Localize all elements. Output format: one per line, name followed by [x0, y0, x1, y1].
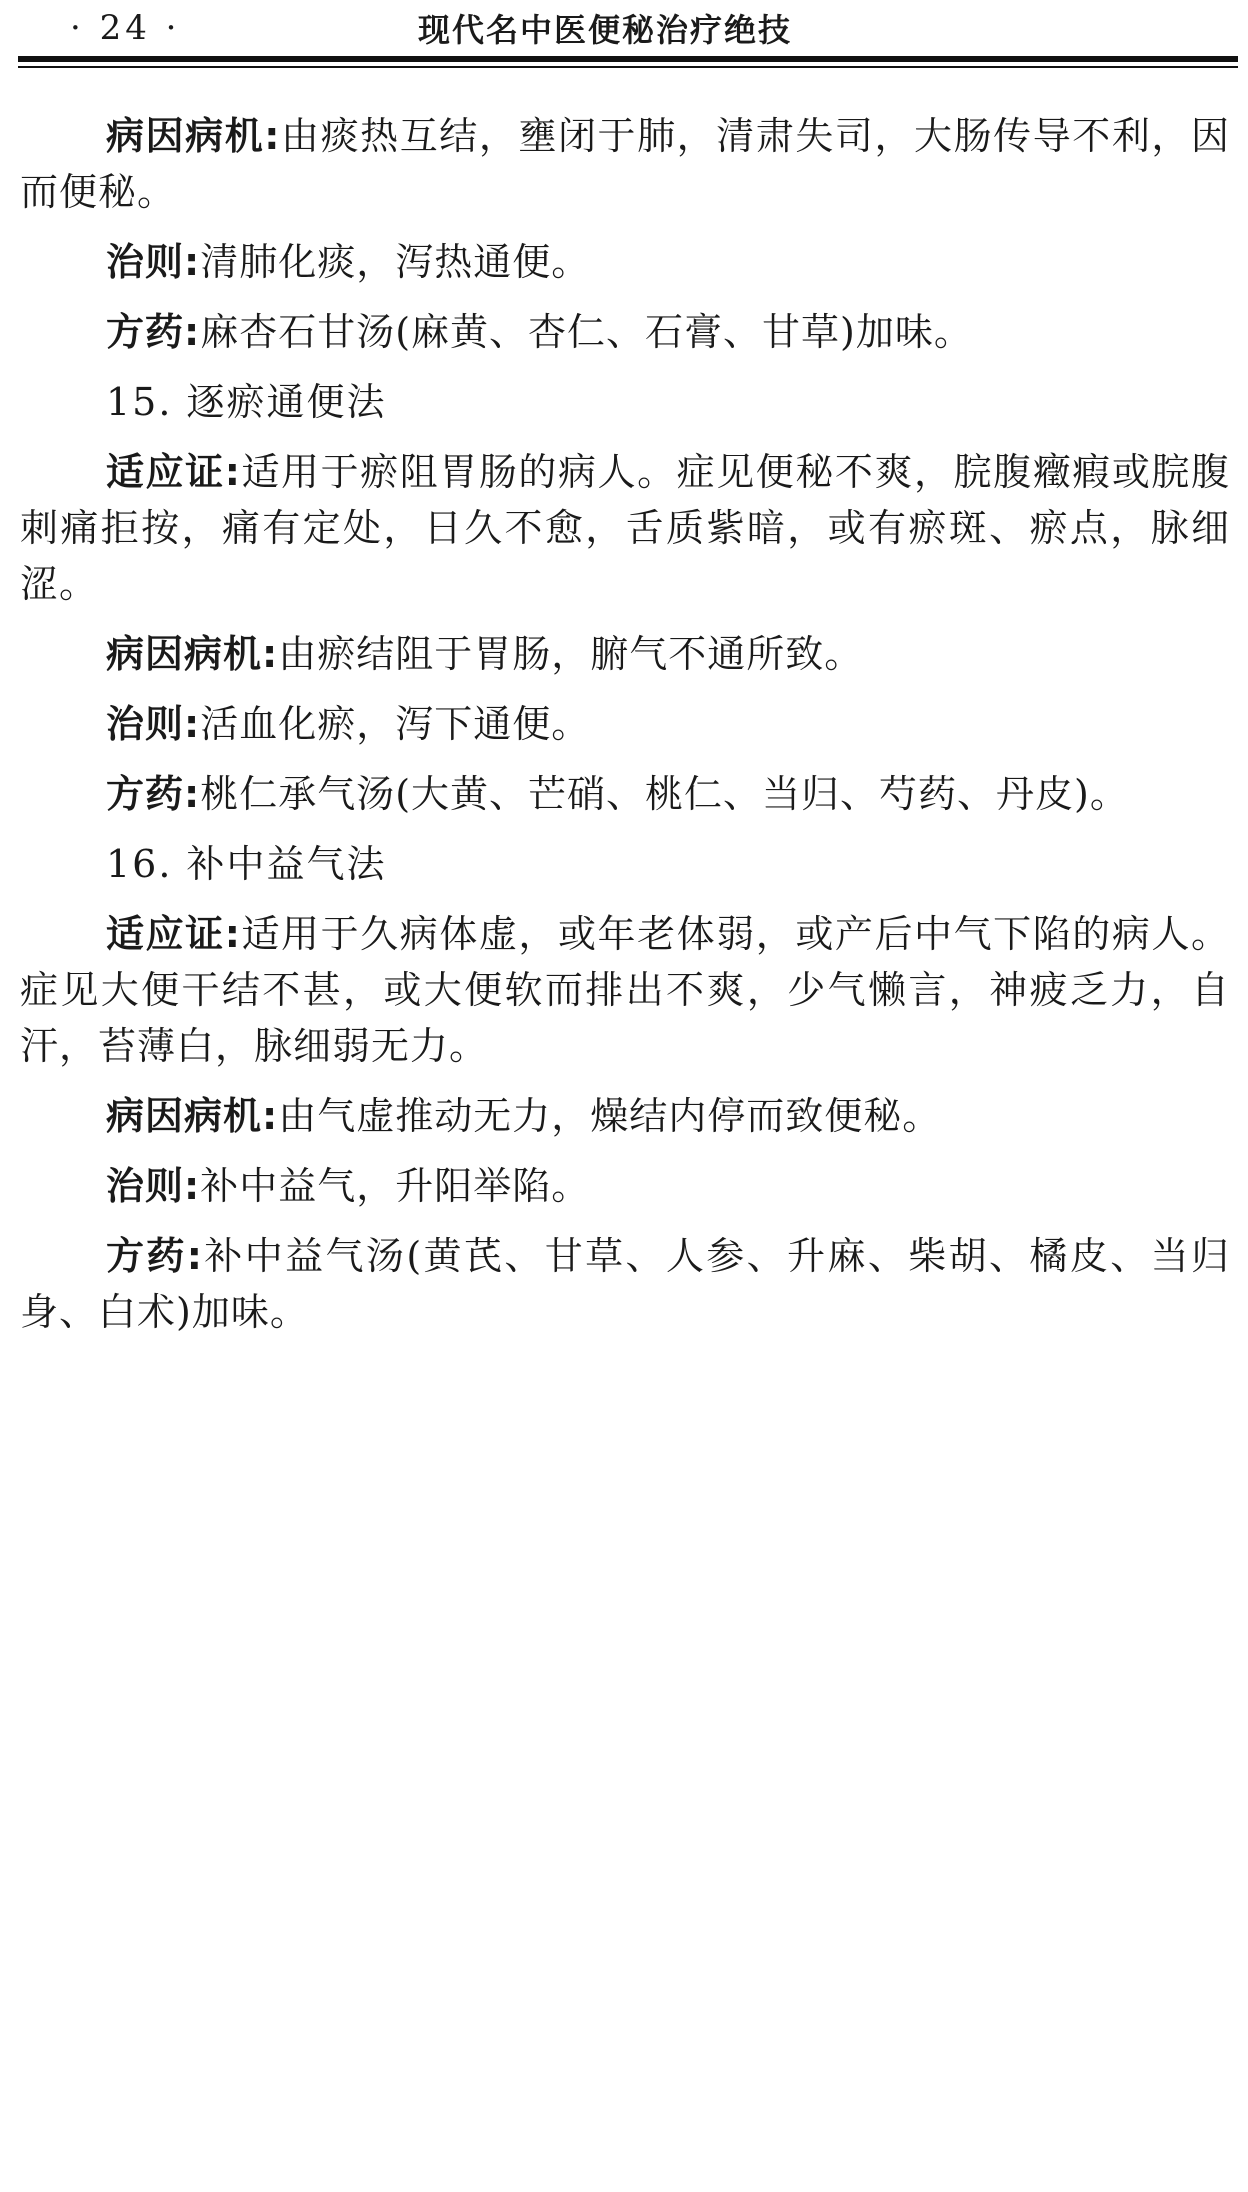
prescription-paragraph — [20, 766, 1230, 822]
treatment-principle-text: 补中益气，升阳举陷。 — [200, 1164, 591, 1208]
prescription-paragraph — [20, 1228, 1230, 1340]
method-heading-text: 15. 逐瘀通便法 — [106, 380, 387, 424]
prescription-label: 方药: — [106, 310, 201, 354]
indication-paragraph — [20, 444, 1230, 612]
indication-label: 适应证: — [106, 912, 241, 956]
indication-text: 适用于久病体虚，或年老体弱，或产后中气下陷的病人。症见大便干结不甚，或大便软而排出不爽，少气懒言，神疲乏力，自汗，苔薄白，脉细弱无力。 — [20, 912, 1230, 1068]
page-header — [0, 0, 1248, 74]
pathogenesis-text: 由痰热互结，壅闭于肺，清肃失司，大肠传导不利，因而便秘。 — [20, 114, 1230, 214]
prescription-label: 方药: — [106, 772, 201, 816]
prescription-text: 麻杏石甘汤(麻黄、杏仁、石膏、甘草)加味。 — [200, 310, 973, 354]
book-title: 现代名中医便秘治疗绝技 — [418, 11, 793, 49]
pathogenesis-text: 由瘀结阻于胃肠，腑气不通所致。 — [278, 632, 864, 676]
indication-label: 适应证: — [106, 450, 241, 494]
indication-text: 适用于瘀阻胃肠的病人。症见便秘不爽，脘腹癥瘕或脘腹刺痛拒按，痛有定处，日久不愈，舌质紫暗，或有瘀斑、瘀点，脉细涩。 — [20, 450, 1230, 606]
page-number: · 24 · — [70, 8, 181, 48]
method-heading-15 — [20, 374, 1230, 430]
treatment-principle-label: 治则: — [106, 240, 201, 284]
treatment-principle-text: 活血化瘀，泻下通便。 — [200, 702, 591, 746]
method-heading-16 — [20, 836, 1230, 892]
method-heading-text: 16. 补中益气法 — [106, 842, 387, 886]
header-rule-thin — [18, 66, 1238, 68]
pathogenesis-text: 由气虚推动无力，燥结内停而致便秘。 — [278, 1094, 942, 1138]
prescription-text: 桃仁承气汤(大黄、芒硝、桃仁、当归、芍药、丹皮)。 — [200, 772, 1129, 816]
pathogenesis-label: 病因病机: — [106, 632, 279, 676]
indication-paragraph — [20, 906, 1230, 1074]
pathogenesis-label: 病因病机: — [106, 114, 281, 158]
prescription-text: 补中益气汤(黄芪、甘草、人参、升麻、柴胡、橘皮、当归身、白术)加味。 — [20, 1234, 1230, 1334]
header-rule-thick — [18, 56, 1238, 62]
pathogenesis-label: 病因病机: — [106, 1094, 279, 1138]
treatment-principle-paragraph — [20, 696, 1230, 752]
treatment-principle-paragraph — [20, 234, 1230, 290]
treatment-principle-text: 清肺化痰，泻热通便。 — [200, 240, 591, 284]
treatment-principle-paragraph — [20, 1158, 1230, 1214]
prescription-label: 方药: — [106, 1234, 203, 1278]
pathogenesis-paragraph — [20, 108, 1230, 220]
treatment-principle-label: 治则: — [106, 702, 201, 746]
pathogenesis-paragraph — [20, 626, 1230, 682]
page-content — [20, 108, 1230, 1340]
prescription-paragraph — [20, 304, 1230, 360]
pathogenesis-paragraph — [20, 1088, 1230, 1144]
treatment-principle-label: 治则: — [106, 1164, 201, 1208]
